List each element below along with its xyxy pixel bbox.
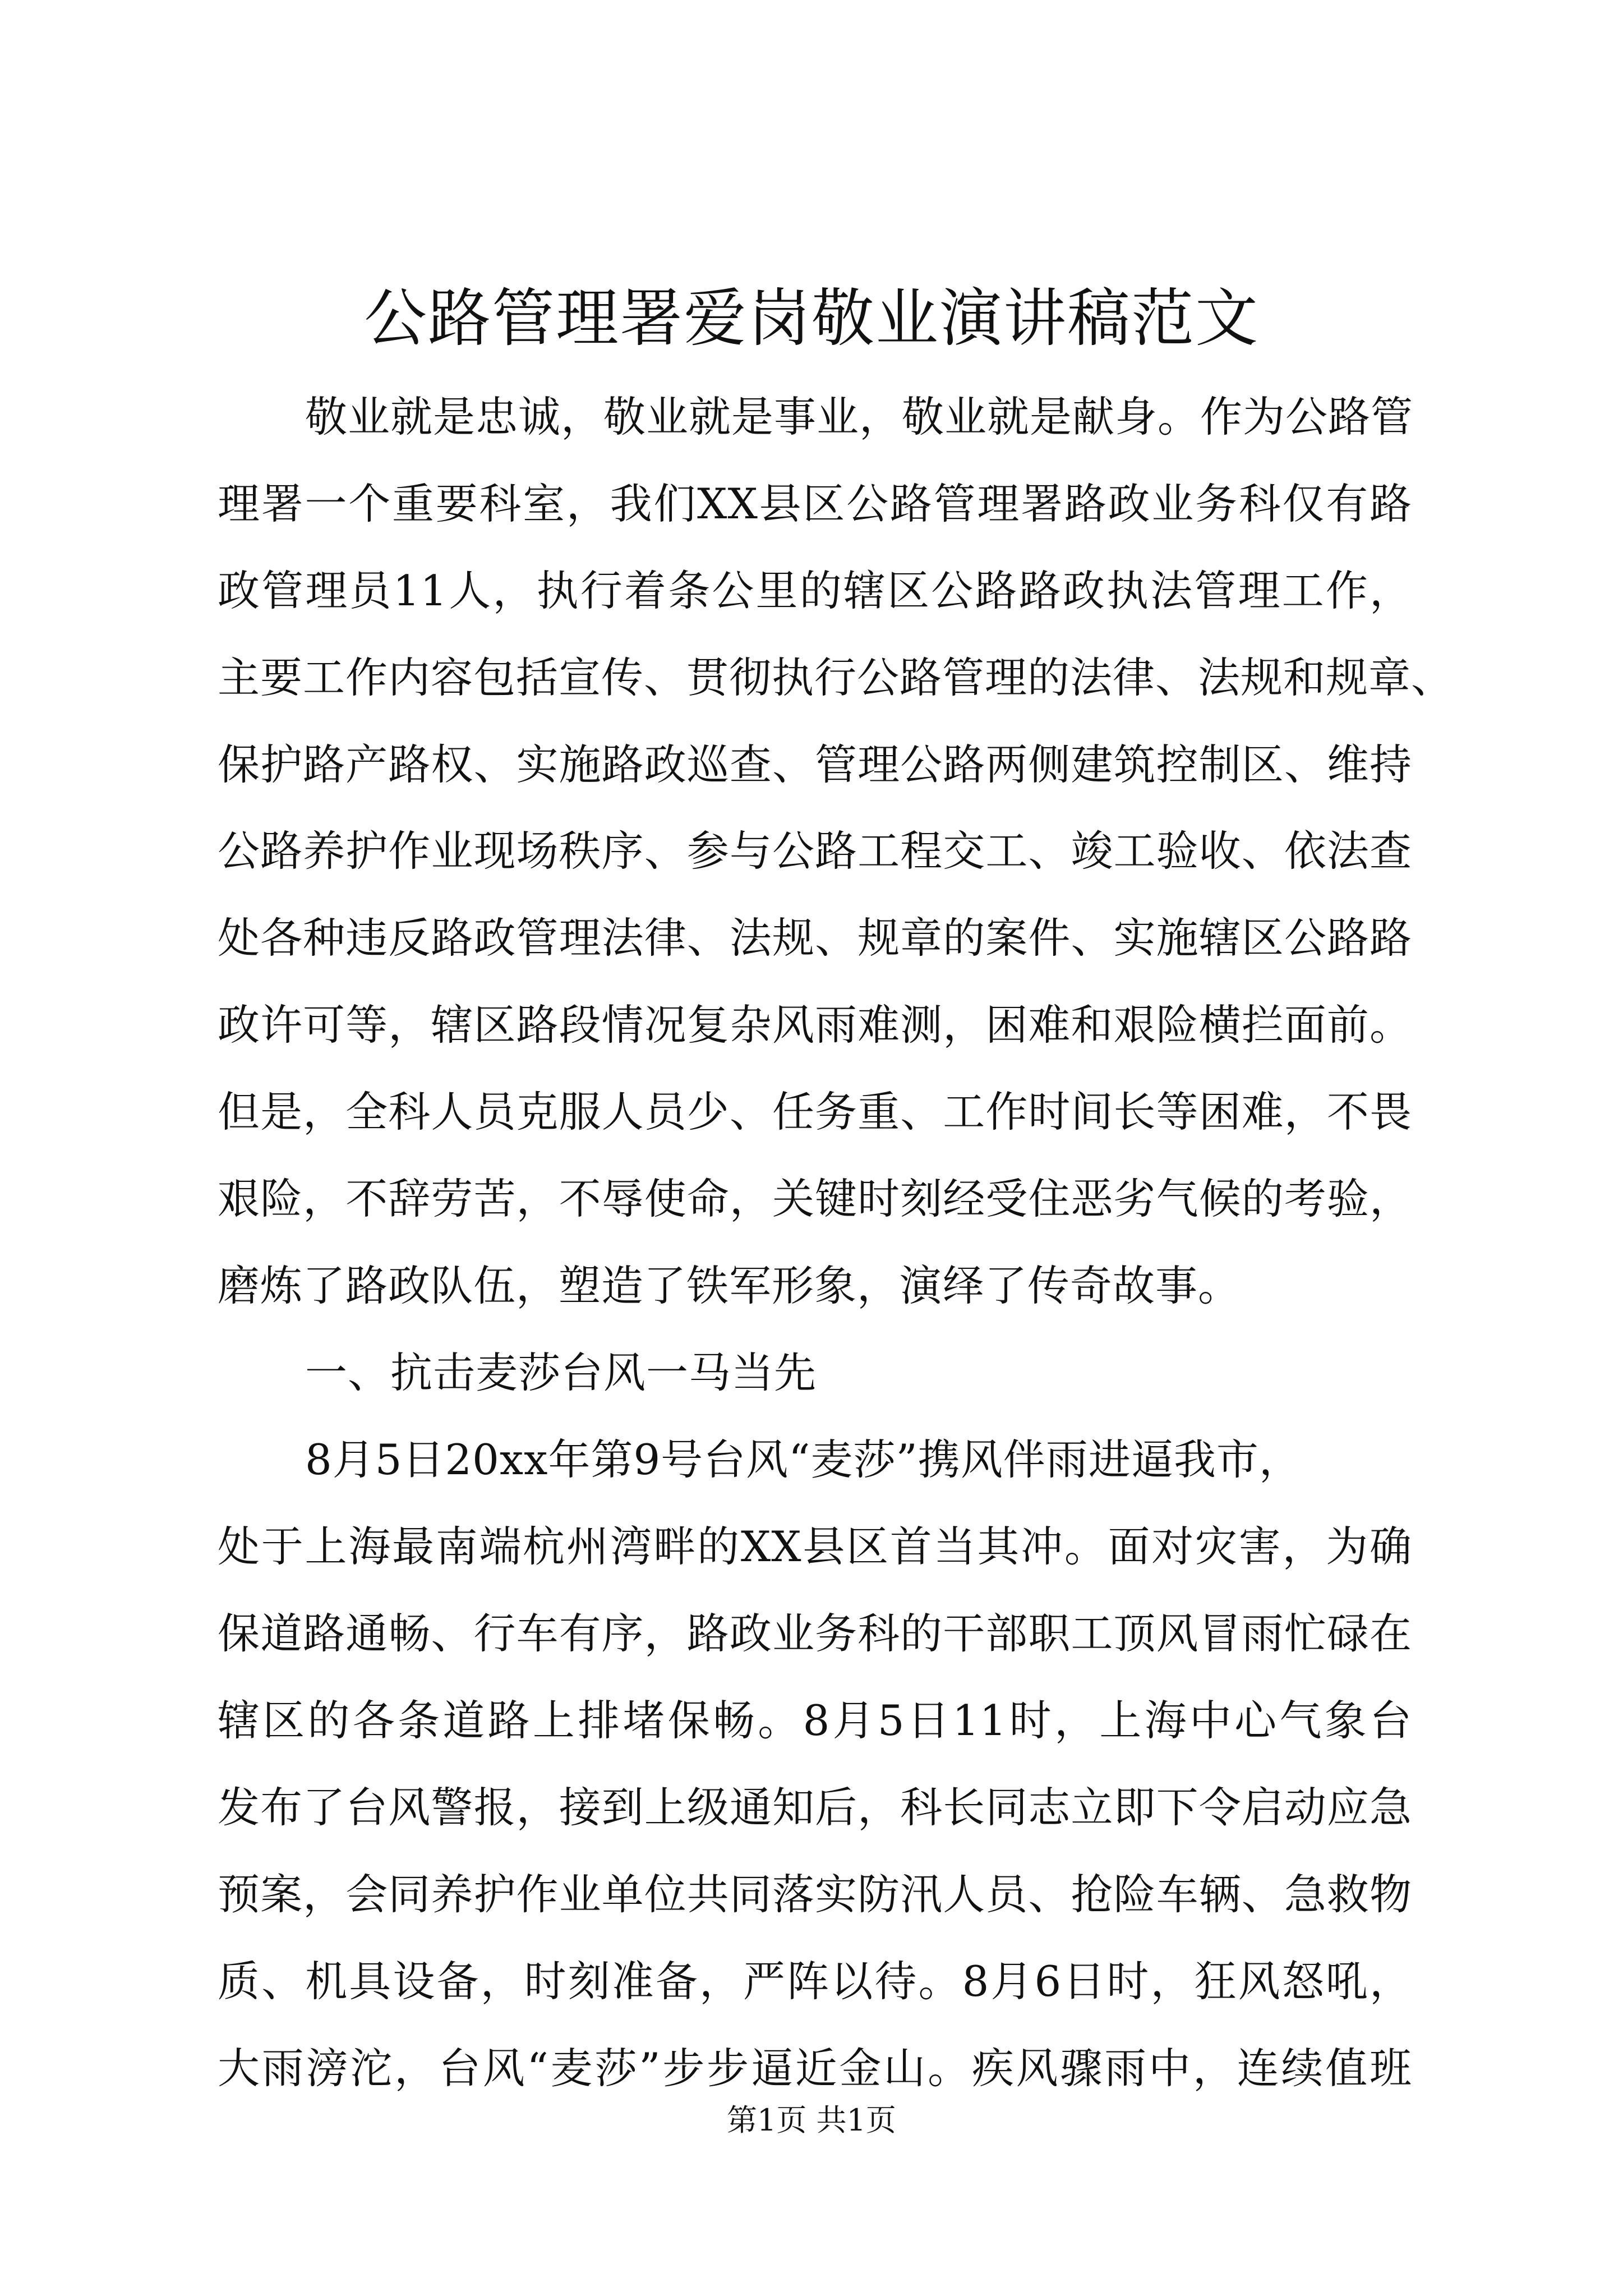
paragraph-1-line-11: 磨炼了路政队伍，塑造了铁军形象，演绎了传奇故事。 xyxy=(218,1261,1241,1310)
paragraph-1-line-2: 理署一个重要科室，我们XX县区公路管理署路政业务科仅有路 xyxy=(218,479,1412,528)
paragraph-2-line-2: 处于上海最南端杭州湾畔的XX县区首当其冲。面对灾害，为确 xyxy=(218,1522,1412,1571)
paragraph-1-line-4: 主要工作内容包括宣传、贯彻执行公路管理的法律、法规和规章、 xyxy=(218,653,1454,702)
paragraph-1-line-6: 公路养护作业现场秩序、参与公路工程交工、竣工验收、依法查 xyxy=(218,826,1412,876)
document-title: 公路管理署爱岗敬业演讲稿范文 xyxy=(364,282,1259,355)
paragraph-1-line-9: 但是，全科人员克服人员少、任务重、工作时间长等困难，不畏 xyxy=(218,1087,1412,1137)
paragraph-1-line-8: 政许可等，辖区路段情况复杂风雨难测，困难和艰险横拦面前。 xyxy=(218,1000,1412,1050)
paragraph-2-line-5: 发布了台风警报，接到上级通知后，科长同志立即下令启动应急 xyxy=(218,1783,1412,1832)
paragraph-2-line-6: 预案，会同养护作业单位共同落实防汛人员、抢险车辆、急救物 xyxy=(218,1870,1412,1919)
paragraph-1-line-10: 艰险，不辞劳苦，不辱使命，关键时刻经受住恶劣气候的考验， xyxy=(218,1174,1412,1223)
paragraph-2-line-1: 8月5日20xx年第9号台风“麦莎”携风伴雨进逼我市， xyxy=(305,1435,1302,1484)
paragraph-2-line-8: 大雨滂沱，台风“麦莎”步步逼近金山。疾风骤雨中，连续值班 xyxy=(218,2044,1412,2093)
section-heading: 一、抗击麦莎台风一马当先 xyxy=(305,1348,817,1397)
paragraph-1-line-1: 敬业就是忠诚，敬业就是事业，敬业就是献身。作为公路管 xyxy=(305,392,1414,441)
page-footer: 第1页 共1页 xyxy=(727,2102,896,2138)
paragraph-1-line-7: 处各种违反路政管理法律、法规、规章的案件、实施辖区公路路 xyxy=(218,913,1412,963)
paragraph-2-line-3: 保道路通畅、行车有序，路政业务科的干部职工顶风冒雨忙碌在 xyxy=(218,1609,1412,1658)
paragraph-1-line-3: 政管理员11人，执行着条公里的辖区公路路政执法管理工作， xyxy=(218,566,1412,615)
paragraph-1-line-5: 保护路产路权、实施路政巡查、管理公路两侧建筑控制区、维持 xyxy=(218,740,1412,789)
paragraph-2-line-7: 质、机具设备，时刻准备，严阵以待。8月6日时，狂风怒吼， xyxy=(218,1957,1412,2006)
paragraph-2-line-4: 辖区的各条道路上排堵保畅。8月5日11时，上海中心气象台 xyxy=(218,1696,1412,1745)
